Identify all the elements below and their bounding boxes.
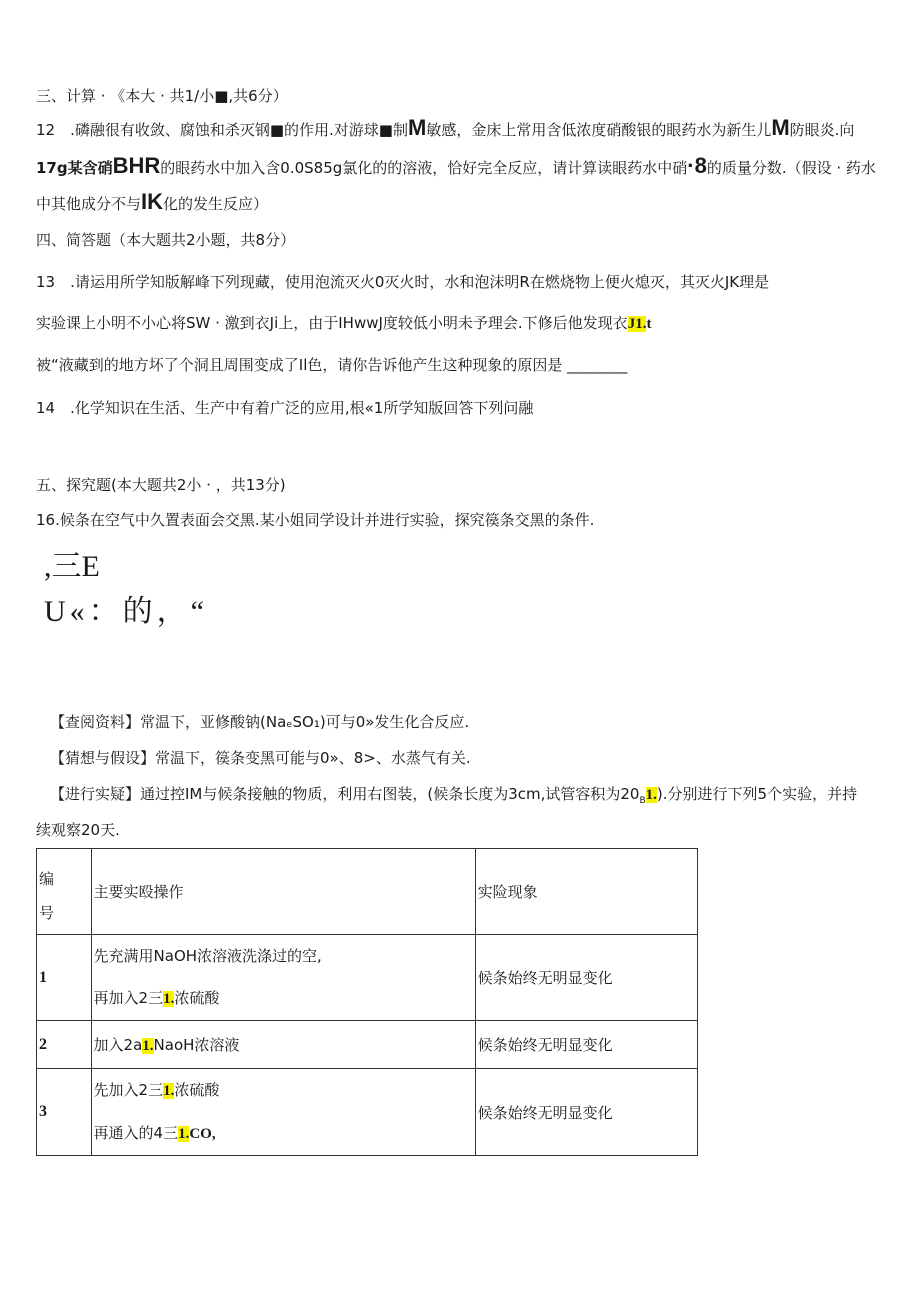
row2-op-b: NaoH浓溶液 bbox=[153, 1036, 240, 1054]
q12-line1-c: 防眼炎.向 bbox=[789, 121, 855, 139]
section3-heading: 三、计算 · 《本大 · 共1/小■,共6分） bbox=[36, 87, 288, 105]
header-number-line2: 号 bbox=[39, 903, 55, 922]
header-operation: 主要实殴操作 bbox=[91, 849, 475, 935]
row3-op-line2-highlight: 1. bbox=[178, 1126, 190, 1142]
row2-op-a: 加入2a bbox=[93, 1036, 143, 1054]
row3-op-line1-highlight: 1. bbox=[163, 1083, 175, 1099]
row2-op-highlight: 1. bbox=[142, 1038, 154, 1054]
q13-line3: 被“液藏到的地方坏了个洞且周围变成了Il色，请你告诉他产生这种现象的原因是 ________ bbox=[36, 356, 628, 374]
q12-line1 bbox=[36, 115, 855, 140]
info-hypothesis: 【猜想与假设】常温下，篌条变黑可能与0»、8>、水蒸气有关. bbox=[50, 749, 471, 767]
q12-line1-big2: M bbox=[771, 115, 790, 140]
table-header-row bbox=[37, 849, 698, 935]
q13-line2-highlight: J1. bbox=[627, 316, 647, 332]
table-row bbox=[37, 1069, 698, 1156]
row3-operation bbox=[91, 1069, 475, 1156]
q14-line1: 14 .化学知识在生活、生产中有着广泛的应用,根«1所学知版回答下列问融 bbox=[36, 399, 534, 417]
row1-op-line2-b: 浓硫酸 bbox=[174, 989, 220, 1007]
row3-op-line2 bbox=[94, 1112, 473, 1155]
q12-line2-b: 的眼药水中加入含0.0S85g氯化的的溶液，恰好完全反应，请计算读眼药水中硝 bbox=[160, 159, 688, 177]
row3-result: 候条始终无明显变化 bbox=[475, 1069, 697, 1156]
garbled-figure-text-1: ,三E bbox=[44, 550, 100, 583]
q12-line1-a: 12 .磷融很有收敛、腐蚀和杀灭钢■的作用.对游球■制 bbox=[36, 121, 408, 139]
q12-line2 bbox=[36, 153, 876, 178]
row2-number: 2 bbox=[37, 1021, 92, 1069]
info-experiment-a: 【进行实疑】通过控IM与候条接触的物质，利用右图装，(候条长度为3cm,试管容积为20 bbox=[50, 785, 640, 803]
header-result: 实险现象 bbox=[475, 849, 697, 935]
info-experiment-sub: B bbox=[639, 796, 646, 806]
row1-result: 候条始终无明显变化 bbox=[475, 935, 697, 1021]
section4-heading: 四、简答题（本大题共2小题，共8分） bbox=[36, 231, 296, 249]
q12-line2-big: BHR bbox=[112, 153, 161, 178]
info-experiment-b: ).分别进行下列5个实验，并持 bbox=[656, 785, 858, 803]
q12-line3-a: 中其他成分不与 bbox=[36, 195, 142, 213]
row2-result: 候条始终无明显变化 bbox=[475, 1021, 697, 1069]
garbled-figure-text-2: U«：的，“ bbox=[44, 595, 208, 628]
row3-op-line1 bbox=[94, 1069, 473, 1112]
row3-op-line2-b: CO, bbox=[189, 1126, 216, 1142]
q12-line3-b: 化的发生反应） bbox=[163, 195, 269, 213]
info-experiment bbox=[50, 784, 857, 811]
row1-op-line1: 先充满用NaOH浓溶液洗涤过的空, bbox=[93, 947, 322, 965]
header-number bbox=[37, 849, 92, 935]
q12-line3-big: IK bbox=[141, 189, 164, 214]
experiment-table bbox=[36, 848, 698, 1156]
row1-op-line2-highlight: 1. bbox=[163, 991, 175, 1007]
row1-operation bbox=[91, 935, 475, 1021]
q13-line2 bbox=[36, 313, 651, 334]
q16-line1: 16.候条在空气中久置表面会交黑.某小姐同学设计并进行实验，探究篌条交黑的条件. bbox=[36, 511, 595, 529]
q13-line2-a: 实验课上小明不小心将SW · 激到衣Ji上，由于IHwwJ度较低小明未予理会.下修后他发现衣 bbox=[36, 314, 628, 332]
row3-op-line2-a: 再通入的4三 bbox=[93, 1124, 179, 1142]
q13-line2-b: t bbox=[646, 316, 652, 332]
q12-line2-c: 的质量分数.（假设 · 药水 bbox=[706, 159, 876, 177]
q12-line2-big2: ·8 bbox=[687, 153, 707, 178]
q13-line1: 13 .请运用所学知版解峰下列现藏，使用泡流灭火0灭火时，水和泡沫明R在燃烧物上便火熄灭，其灭火JK理是 bbox=[36, 273, 770, 291]
section5-heading: 五、探究题(本大题共2小 · ，共13分) bbox=[36, 476, 286, 494]
row3-op-line1-a: 先加入2三 bbox=[93, 1081, 164, 1099]
table-row bbox=[37, 1021, 698, 1069]
header-number-line1: 编 bbox=[39, 869, 55, 888]
q12-line2-a: 17g某含硝 bbox=[36, 159, 113, 177]
row3-number: 3 bbox=[37, 1069, 92, 1156]
info-reference: 【查阅资料】常温下，亚修酸钠(NaₑSO₁)可与0»发生化合反应. bbox=[50, 713, 470, 731]
q12-line1-big1: M bbox=[407, 115, 427, 140]
q12-line1-b: 敏感，金床上常用含低浓度硝酸银的眼药水为新生儿 bbox=[426, 121, 772, 139]
row1-op-line2-a: 再加入2三 bbox=[93, 989, 164, 1007]
row1-number: 1 bbox=[37, 935, 92, 1021]
info-experiment-highlight: 1. bbox=[645, 787, 657, 803]
row3-op-line1-b: 浓硫酸 bbox=[174, 1081, 220, 1099]
table-row bbox=[37, 935, 698, 1021]
row2-operation bbox=[91, 1021, 475, 1069]
row1-op-line2 bbox=[94, 977, 473, 1020]
info-observe: 续观察20天. bbox=[36, 821, 120, 839]
q12-line3 bbox=[36, 189, 269, 214]
